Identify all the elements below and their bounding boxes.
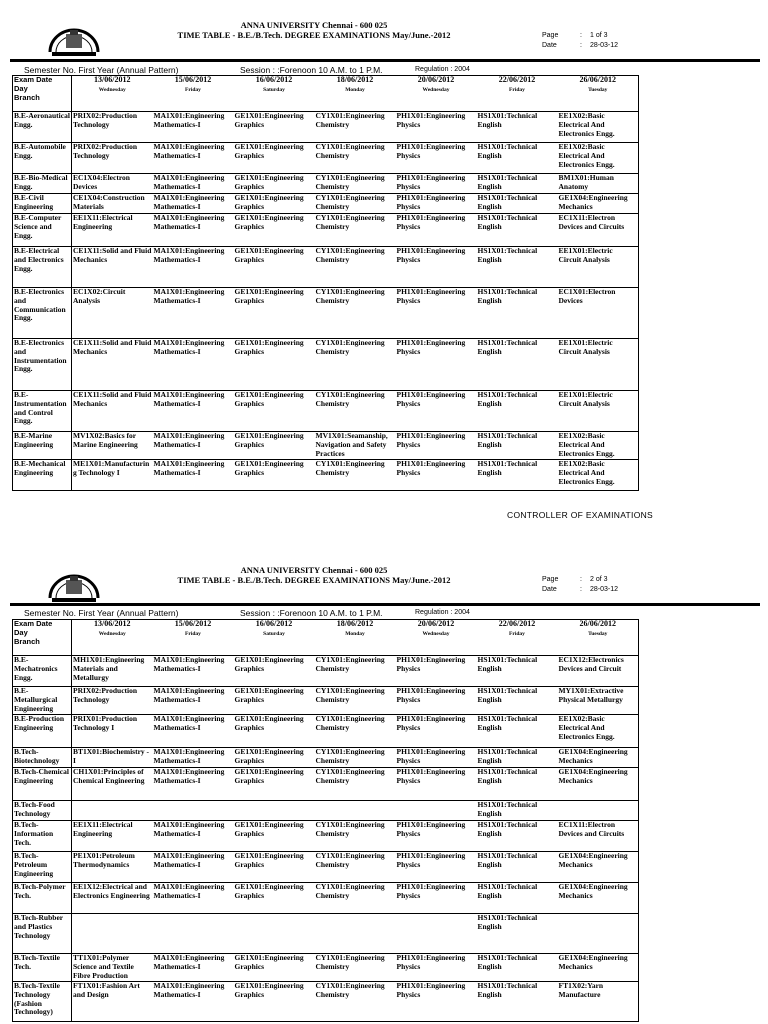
subject-cell: PH1X01:Engineering Physics	[396, 460, 477, 491]
subject-cell: GE1X01:Engineering Graphics	[234, 194, 315, 214]
subject-cell: CY1X01:Engineering Chemistry	[315, 247, 396, 288]
subject-cell: HS1X01:Technical English	[477, 339, 558, 391]
subject-cell: HS1X01:Technical English	[477, 143, 558, 174]
subject-cell: HS1X01:Technical English	[477, 768, 558, 801]
table-header-row: Exam Date Day Branch 13/06/2012 Wednesday 15/06/2012 Friday 16/06/2012 Saturday 18/06/2012 Monday 20/06/2012 Wednesday 22/06/2012 Friday 26/06/2012 Tuesday	[13, 76, 639, 112]
subject-cell: HS1X01:Technical English	[477, 801, 558, 821]
subject-cell: CY1X01:Engineering Chemistry	[315, 687, 396, 715]
subject-cell	[396, 801, 477, 821]
subject-cell: GE1X01:Engineering Graphics	[234, 174, 315, 194]
print-date: 28-03-12	[590, 42, 619, 49]
subject-cell: PE1X01:Petroleum Thermodynamics	[72, 852, 153, 883]
subject-cell: MA1X01:Engineering Mathematics-I	[153, 214, 234, 247]
branch-cell: B.E-Metallurgical Engineering	[13, 687, 72, 715]
controller-signature: CONTROLLER OF EXAMINATIONS	[507, 510, 654, 520]
branch-cell: B.E-Instrumentation and Control Engg.	[13, 391, 72, 432]
subject-cell: GE1X01:Engineering Graphics	[234, 339, 315, 391]
table-row	[13, 339, 639, 391]
subject-cell: CY1X01:Engineering Chemistry	[315, 288, 396, 339]
subject-cell: CY1X01:Engineering Chemistry	[315, 143, 396, 174]
subject-cell: PH1X01:Engineering Physics	[396, 214, 477, 247]
table-row	[13, 288, 639, 339]
subject-cell: MA1X01:Engineering Mathematics-I	[153, 194, 234, 214]
branch-cell: B.Tech-Information Tech.	[13, 821, 72, 852]
subject-cell: GE1X01:Engineering Graphics	[234, 954, 315, 982]
subject-cell: MV1X02:Basics for Marine Engineering	[72, 432, 153, 460]
branch-cell: B.Tech-Food Technology	[13, 801, 72, 821]
subject-cell	[315, 801, 396, 821]
subject-cell	[396, 914, 477, 954]
subject-cell: CY1X01:Engineering Chemistry	[315, 460, 396, 491]
table-row	[13, 112, 639, 143]
subject-cell: HS1X01:Technical English	[477, 247, 558, 288]
subject-cell: PH1X01:Engineering Physics	[396, 715, 477, 748]
subject-cell: FT1X01:Fashion Art and Design	[72, 982, 153, 1022]
subject-cell: EE1X11:Electrical Engineering	[72, 821, 153, 852]
subject-cell: PH1X01:Engineering Physics	[396, 748, 477, 768]
subject-cell: PH1X01:Engineering Physics	[396, 194, 477, 214]
subject-cell: BT1X01:Biochemistry - I	[72, 748, 153, 768]
subject-cell: CE1X11:Solid and Fluid Mechanics	[72, 391, 153, 432]
header-rule	[10, 59, 760, 62]
subject-cell	[315, 914, 396, 954]
subject-cell: MA1X01:Engineering Mathematics-I	[153, 821, 234, 852]
subject-cell: PH1X01:Engineering Physics	[396, 982, 477, 1022]
table-row	[13, 656, 639, 687]
subject-cell: MY1X01:Extractive Physical Metallurgy	[558, 687, 639, 715]
subject-cell: CE1X04:Construction Materials	[72, 194, 153, 214]
subject-cell	[153, 801, 234, 821]
branch-cell: B.Tech-Textile Technology (Fashion Technology)	[13, 982, 72, 1022]
session-label: Session : :Forenoon 10 A.M. to 1 P.M.	[240, 65, 383, 75]
subject-cell: PH1X01:Engineering Physics	[396, 339, 477, 391]
table-header-row: Exam Date Day Branch 13/06/2012 Wednesday 15/06/2012 Friday 16/06/2012 Saturday 18/06/2012 Monday 20/06/2012 Wednesday 22/06/2012 Friday 26/06/2012 Tuesday	[13, 620, 639, 656]
subject-cell: HS1X01:Technical English	[477, 954, 558, 982]
subject-cell: CY1X01:Engineering Chemistry	[315, 821, 396, 852]
subject-cell: MA1X01:Engineering Mathematics-I	[153, 174, 234, 194]
subject-cell: CY1X01:Engineering Chemistry	[315, 852, 396, 883]
subject-cell: GE1X04:Engineering Mechanics	[558, 883, 639, 914]
subject-cell: EE1X02:Basic Electrical And Electronics Engg.	[558, 460, 639, 491]
regulation-label: Regulation : 2004	[415, 66, 470, 73]
subject-cell: EE1X02:Basic Electrical And Electronics Engg.	[558, 432, 639, 460]
table-row	[13, 801, 639, 821]
subject-cell: HS1X01:Technical English	[477, 748, 558, 768]
subject-cell: HS1X01:Technical English	[477, 194, 558, 214]
subject-cell: EE1X02:Basic Electrical And Electronics Engg.	[558, 112, 639, 143]
subject-cell: HS1X01:Technical English	[477, 687, 558, 715]
subject-cell: PH1X01:Engineering Physics	[396, 687, 477, 715]
branch-cell: B.E-Automobile Engg.	[13, 143, 72, 174]
header-rule	[10, 603, 760, 606]
subject-cell: EC1X01:Electron Devices	[558, 288, 639, 339]
subject-cell: MA1X01:Engineering Mathematics-I	[153, 852, 234, 883]
subject-cell	[72, 801, 153, 821]
subject-cell: CY1X01:Engineering Chemistry	[315, 954, 396, 982]
subject-cell: GE1X01:Engineering Graphics	[234, 883, 315, 914]
subject-cell: EE1X02:Basic Electrical And Electronics Engg.	[558, 143, 639, 174]
subject-cell: EC1X12:Electronics Devices and Circuit	[558, 656, 639, 687]
subject-cell: HS1X01:Technical English	[477, 288, 558, 339]
subject-cell: EE1X01:Electric Circuit Analysis	[558, 391, 639, 432]
subject-cell: HS1X01:Technical English	[477, 112, 558, 143]
subject-cell: EE1X12:Electrical and Electronics Engineering	[72, 883, 153, 914]
subject-cell: PH1X01:Engineering Physics	[396, 768, 477, 801]
subject-cell: PRIX02:Production Technology	[72, 687, 153, 715]
subject-cell: PRIX02:Production Technology	[72, 143, 153, 174]
session-label: Session : :Forenoon 10 A.M. to 1 P.M.	[240, 608, 383, 618]
subject-cell: GE1X04:Engineering Mechanics	[558, 748, 639, 768]
semester-label: Semester No. First Year (Annual Pattern)	[24, 65, 179, 75]
subject-cell: PH1X01:Engineering Physics	[396, 883, 477, 914]
page-info: Page : 2 of 3 Date : 28-03-12	[542, 576, 619, 593]
branch-cell: B.Tech-Chemical Engineering	[13, 768, 72, 801]
subject-cell: CH1X01:Principles of Chemical Engineering	[72, 768, 153, 801]
subject-cell: GE1X01:Engineering Graphics	[234, 821, 315, 852]
subject-cell: PH1X01:Engineering Physics	[396, 954, 477, 982]
subject-cell: GE1X01:Engineering Graphics	[234, 460, 315, 491]
subject-cell: CY1X01:Engineering Chemistry	[315, 174, 396, 194]
session-info	[12, 65, 638, 75]
subject-cell: EC1X02:Circuit Analysis	[72, 288, 153, 339]
subject-cell: GE1X04:Engineering Mechanics	[558, 768, 639, 801]
branch-cell: B.Tech-Biotechnology	[13, 748, 72, 768]
subject-cell: CY1X01:Engineering Chemistry	[315, 715, 396, 748]
subject-cell: PH1X01:Engineering Physics	[396, 391, 477, 432]
subject-cell: EC1X11:Electron Devices and Circuits	[558, 214, 639, 247]
subject-cell: CY1X01:Engineering Chemistry	[315, 214, 396, 247]
subject-cell: GE1X01:Engineering Graphics	[234, 982, 315, 1022]
subject-cell: CY1X01:Engineering Chemistry	[315, 982, 396, 1022]
branch-cell: B.Tech-Petroleum Engineering	[13, 852, 72, 883]
page-number: 2 of 3	[590, 576, 608, 583]
subject-cell: MA1X01:Engineering Mathematics-I	[153, 715, 234, 748]
subject-cell: GE1X01:Engineering Graphics	[234, 852, 315, 883]
subject-cell: MA1X01:Engineering Mathematics-I	[153, 954, 234, 982]
subject-cell: CE1X11:Solid and Fluid Mechanics	[72, 339, 153, 391]
table-row	[13, 852, 639, 883]
branch-cell: B.E-Production Engineering	[13, 715, 72, 748]
subject-cell: EE1X02:Basic Electrical And Electronics Engg.	[558, 715, 639, 748]
subject-cell: CY1X01:Engineering Chemistry	[315, 768, 396, 801]
subject-cell: HS1X01:Technical English	[477, 656, 558, 687]
subject-cell: HS1X01:Technical English	[477, 214, 558, 247]
subject-cell: BM1X01:Human Anatomy	[558, 174, 639, 194]
subject-cell: PH1X01:Engineering Physics	[396, 656, 477, 687]
subject-cell: GE1X01:Engineering Graphics	[234, 391, 315, 432]
subject-cell: EE1X01:Electric Circuit Analysis	[558, 247, 639, 288]
subject-cell: HS1X01:Technical English	[477, 715, 558, 748]
branch-cell: B.E-Electronics and Instrumentation Engg.	[13, 339, 72, 391]
subject-cell: CY1X01:Engineering Chemistry	[315, 194, 396, 214]
subject-cell: MA1X01:Engineering Mathematics-I	[153, 432, 234, 460]
subject-cell: CY1X01:Engineering Chemistry	[315, 391, 396, 432]
subject-cell: EC1X04:Electron Devices	[72, 174, 153, 194]
subject-cell	[558, 801, 639, 821]
subject-cell: MH1X01:Engineering Materials and Metallurgy	[72, 656, 153, 687]
subject-cell: MA1X01:Engineering Mathematics-I	[153, 391, 234, 432]
subject-cell: PH1X01:Engineering Physics	[396, 143, 477, 174]
semester-label: Semester No. First Year (Annual Pattern)	[24, 608, 179, 618]
subject-cell: FT1X02:Yarn Manufacture	[558, 982, 639, 1022]
table-row	[13, 247, 639, 288]
university-name: ANNA UNIVERSITY Chennai - 600 025	[240, 20, 388, 30]
subject-cell: GE1X01:Engineering Graphics	[234, 214, 315, 247]
subject-cell: MA1X01:Engineering Mathematics-I	[153, 748, 234, 768]
subject-cell: CY1X01:Engineering Chemistry	[315, 883, 396, 914]
timetable	[12, 75, 639, 491]
subject-cell: HS1X01:Technical English	[477, 982, 558, 1022]
table-row	[13, 715, 639, 748]
branch-cell: B.E-Bio-Medical Engg.	[13, 174, 72, 194]
subject-cell: MA1X01:Engineering Mathematics-I	[153, 339, 234, 391]
subject-cell: HS1X01:Technical English	[477, 391, 558, 432]
subject-cell: PH1X01:Engineering Physics	[396, 174, 477, 194]
session-info	[12, 608, 638, 618]
branch-cell: B.Tech-Polymer Tech.	[13, 883, 72, 914]
subject-cell: MA1X01:Engineering Mathematics-I	[153, 460, 234, 491]
subject-cell: CY1X01:Engineering Chemistry	[315, 112, 396, 143]
table-row	[13, 460, 639, 491]
subject-cell: MA1X01:Engineering Mathematics-I	[153, 143, 234, 174]
table-row	[13, 821, 639, 852]
subject-cell: MA1X01:Engineering Mathematics-I	[153, 883, 234, 914]
table-row	[13, 174, 639, 194]
subject-cell: PH1X01:Engineering Physics	[396, 852, 477, 883]
subject-cell: PRIX01:Production Technology I	[72, 715, 153, 748]
subject-cell	[72, 914, 153, 954]
subject-cell: EE1X11:Electrical Engineering	[72, 214, 153, 247]
branch-cell: B.E-Aeronautical Engg.	[13, 112, 72, 143]
page-header	[0, 20, 768, 40]
branch-cell: B.E-Civil Engineering	[13, 194, 72, 214]
subject-cell: PH1X01:Engineering Physics	[396, 432, 477, 460]
branch-cell: B.E-Mechatronics Engg.	[13, 656, 72, 687]
subject-cell	[234, 801, 315, 821]
header-label-cell: Exam Date Day Branch	[13, 620, 72, 656]
subject-cell	[234, 914, 315, 954]
subject-cell: MV1X01:Seamanship, Navigation and Safety Practices	[315, 432, 396, 460]
subject-cell: GE1X04:Engineering Mechanics	[558, 852, 639, 883]
subject-cell: MA1X01:Engineering Mathematics-I	[153, 247, 234, 288]
subject-cell: GE1X01:Engineering Graphics	[234, 656, 315, 687]
subject-cell: MA1X01:Engineering Mathematics-I	[153, 112, 234, 143]
page-header	[0, 565, 768, 585]
subject-cell: MA1X01:Engineering Mathematics-I	[153, 982, 234, 1022]
subject-cell: GE1X04:Engineering Mechanics	[558, 954, 639, 982]
page-info: Page : 1 of 3 Date : 28-03-12	[542, 32, 619, 49]
page-number: 1 of 3	[590, 32, 608, 39]
subject-cell: CY1X01:Engineering Chemistry	[315, 748, 396, 768]
table-row	[13, 432, 639, 460]
print-date: 28-03-12	[590, 586, 619, 593]
subject-cell: EC1X11:Electron Devices and Circuits	[558, 821, 639, 852]
subject-cell: PH1X01:Engineering Physics	[396, 247, 477, 288]
table-row	[13, 194, 639, 214]
regulation-label: Regulation : 2004	[415, 609, 470, 616]
subject-cell: CY1X01:Engineering Chemistry	[315, 656, 396, 687]
branch-cell: B.E-Mechanical Engineering	[13, 460, 72, 491]
branch-cell: B.E-Electronics and Communication Engg.	[13, 288, 72, 339]
branch-cell: B.Tech-Rubber and Plastics Technology	[13, 914, 72, 954]
table-row	[13, 954, 639, 982]
timetable	[12, 619, 639, 1022]
subject-cell: HS1X01:Technical English	[477, 821, 558, 852]
subject-cell: GE1X01:Engineering Graphics	[234, 687, 315, 715]
subject-cell: HS1X01:Technical English	[477, 460, 558, 491]
subject-cell: ME1X01:Manufacturing Technology I	[72, 460, 153, 491]
table-row	[13, 914, 639, 954]
subject-cell: PH1X01:Engineering Physics	[396, 821, 477, 852]
subject-cell: HS1X01:Technical English	[477, 432, 558, 460]
subject-cell: EE1X01:Electric Circuit Analysis	[558, 339, 639, 391]
subject-cell: HS1X01:Technical English	[477, 883, 558, 914]
branch-cell: B.E-Computer Science and Engg.	[13, 214, 72, 247]
subject-cell: GE1X01:Engineering Graphics	[234, 748, 315, 768]
branch-cell: B.E-Electrical and Electronics Engg.	[13, 247, 72, 288]
subject-cell: CE1X11:Solid and Fluid Mechanics	[72, 247, 153, 288]
subject-cell: TT1X01:Polymer Science and Textile Fibre Production	[72, 954, 153, 982]
subject-cell: GE1X01:Engineering Graphics	[234, 288, 315, 339]
table-row	[13, 768, 639, 801]
timetable-title: TIME TABLE - B.E./B.Tech. DEGREE EXAMINATIONS May/June.-2012	[177, 30, 451, 40]
subject-cell	[558, 914, 639, 954]
subject-cell: GE1X01:Engineering Graphics	[234, 432, 315, 460]
table-row	[13, 883, 639, 914]
table-row	[13, 143, 639, 174]
subject-cell: GE1X01:Engineering Graphics	[234, 143, 315, 174]
branch-cell: B.Tech-Textile Tech.	[13, 954, 72, 982]
timetable-title: TIME TABLE - B.E./B.Tech. DEGREE EXAMINATIONS May/June.-2012	[177, 575, 451, 585]
subject-cell: HS1X01:Technical English	[477, 852, 558, 883]
subject-cell: GE1X01:Engineering Graphics	[234, 715, 315, 748]
subject-cell: HS1X01:Technical English	[477, 174, 558, 194]
branch-cell: B.E-Marine Engineering	[13, 432, 72, 460]
subject-cell: PH1X01:Engineering Physics	[396, 288, 477, 339]
subject-cell: PH1X01:Engineering Physics	[396, 112, 477, 143]
subject-cell: MA1X01:Engineering Mathematics-I	[153, 768, 234, 801]
subject-cell: GE1X04:Engineering Mechanics	[558, 194, 639, 214]
subject-cell: PRIX02:Production Technology	[72, 112, 153, 143]
header-label-cell: Exam Date Day Branch	[13, 76, 72, 112]
subject-cell: GE1X01:Engineering Graphics	[234, 112, 315, 143]
subject-cell: MA1X01:Engineering Mathematics-I	[153, 656, 234, 687]
subject-cell: HS1X01:Technical English	[477, 914, 558, 954]
subject-cell	[153, 914, 234, 954]
table-row	[13, 982, 639, 1022]
subject-cell: GE1X01:Engineering Graphics	[234, 247, 315, 288]
table-row	[13, 214, 639, 247]
subject-cell: MA1X01:Engineering Mathematics-I	[153, 288, 234, 339]
table-row	[13, 687, 639, 715]
subject-cell: GE1X01:Engineering Graphics	[234, 768, 315, 801]
table-row	[13, 748, 639, 768]
subject-cell: MA1X01:Engineering Mathematics-I	[153, 687, 234, 715]
university-name: ANNA UNIVERSITY Chennai - 600 025	[240, 565, 388, 575]
table-row	[13, 391, 639, 432]
subject-cell: CY1X01:Engineering Chemistry	[315, 339, 396, 391]
